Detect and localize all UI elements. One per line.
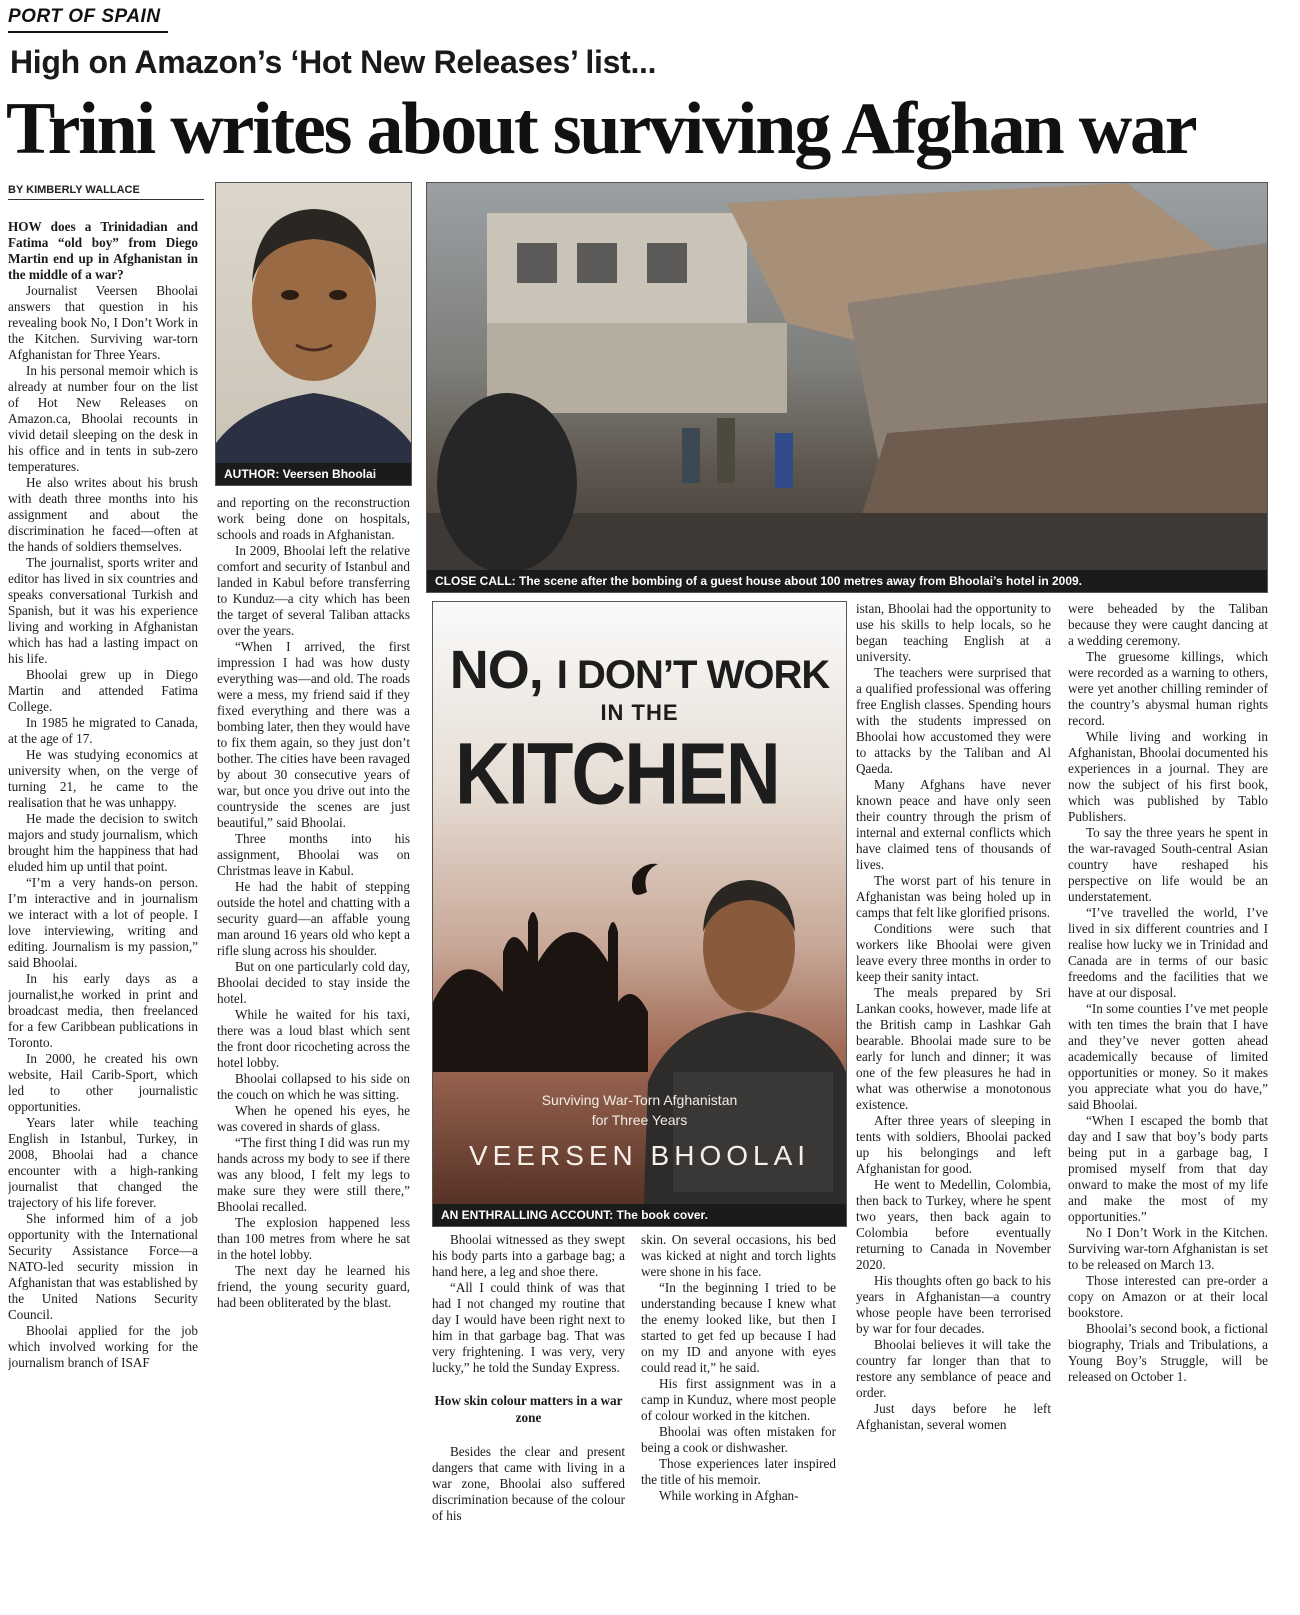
author-portrait-illustration [216,183,411,485]
cover-author-name: VEERSEN BHOOLAI [468,1140,811,1171]
article-paragraph: Three months into his assignment, Bhoolai was on Christmas leave in Kabul. [217,831,410,878]
article-paragraph: Bhoolai applied for the job which involved working for the journalism branch of ISAF [8,1323,198,1370]
article-paragraph: The next day he learned his friend, the young security guard, had been obliterated by the blast. [217,1263,410,1310]
cover-subtitle: Surviving War-Torn Afghanistan for Three Years [541,1092,738,1128]
article-paragraph: and reporting on the reconstruction work being done on hospitals, schools and roads in Afghanistan. [217,495,410,542]
article-paragraph: The teachers were surprised that a qualified professional was offering free English classes. Spending hours with the students impressed on Bhoolai how accustomed they were to attacks by the Taliban and Al Qaeda. [856,665,1051,776]
article-paragraph: Those experiences later inspired the title of his memoir. [641,1456,836,1487]
article-paragraph: Conditions were such that workers like Bhoolai were given leave every three months in order to keep their sanity intact. [856,921,1051,984]
article-paragraph: He went to Medellin, Colombia, then back to Turkey, where he spent two years, then back again to Colombia before eventually returning to Canada in November 2020. [856,1177,1051,1272]
article-paragraph: Bhoolai’s second book, a fictional biography, Trials and Tribulations, a Young Boy’s Struggle, will be released on October 1. [1068,1321,1268,1384]
author-photo [215,182,412,486]
deck-headline: High on Amazon’s ‘Hot New Releases’ list... [10,44,657,80]
article-paragraph: In 2000, he created his own website, Hail Carib-Sport, which led to other journalistic opportunities. [8,1051,198,1114]
bombing-scene-photo [426,182,1268,593]
cover-caption: AN ENTHRALLING ACCOUNT: The book cover. [433,1204,846,1226]
author-caption: AUTHOR: Veersen Bhoolai [216,463,411,485]
article-paragraph: In 1985 he migrated to Canada, at the age of 17. [8,715,198,746]
article-paragraph: While he waited for his taxi, there was a loud blast which sent the front door ricocheting across the hotel lobby. [217,1007,410,1070]
article-paragraph: skin. On several occasions, his bed was kicked at night and torch lights were shone in his face. [641,1232,836,1279]
article-paragraph: He was studying economics at university when, on the verge of turning 21, he came to the realisation that he was unhappy. [8,747,198,810]
article-paragraph: His thoughts often go back to his years in Afghanistan—a country whose people have been terrorised by war for four decades. [856,1273,1051,1336]
article-column-5 [856,601,1051,1611]
article-paragraph: “In the beginning I tried to be understanding because I knew what the enemy looked like, but then I started to get fed up because I had on my ID and anyone with eyes could read it,” he said. [641,1280,836,1375]
article-paragraph: Besides the clear and present dangers that came with living in a war zone, Bhoolai also suffered discrimination because of the colour of his [432,1444,625,1523]
article-paragraph: Bhoolai grew up in Diego Martin and attended Fatima College. [8,667,198,714]
article-column-3 [432,1232,625,1611]
article-paragraph: Bhoolai witnessed as they swept his body parts into a garbage bag; a hand here, a leg and shoe there. [432,1232,625,1279]
article-column-4 [641,1232,836,1611]
article-paragraph: “When I escaped the bomb that day and I saw that boy’s body parts being put in a garbage bag, I promised myself from that day onward to make the most of my life and make the most of my opportunities.” [1068,1113,1268,1224]
article-paragraph: In his early days as a journalist,he worked in print and broadcast media, then freelanced for a few Caribbean publications in Toronto. [8,971,198,1050]
article-paragraph: HOW does a Trinidadian and Fatima “old boy” from Diego Martin end up in Afghanistan in the middle of a war? [8,219,198,282]
article-column-2 [217,495,410,1611]
article-paragraph: He also writes about his brush with death three months into his assignment and about the discrimination he faced—often at the hands of soldiers themselves. [8,475,198,554]
article-paragraph: After three years of sleeping in tents with soldiers, Bhoolai packed up his belongings and left Afghanistan for good. [856,1113,1051,1176]
article-paragraph: Many Afghans have never known peace and have only seen their country through the prism of internal and external conflicts which have claimed tens of thousands of lives. [856,777,1051,872]
section-rule [8,31,168,33]
article-paragraph: But on one particularly cold day, Bhoolai decided to stay inside the hotel. [217,959,410,1006]
article-paragraph: While living and working in Afghanistan, Bhoolai documented his experiences in a journal. They are now the subject of his first book, which was published by Tablo Publishers. [1068,729,1268,824]
article-column-6 [1068,601,1268,1611]
article-paragraph: “All I could think of was that had I not changed my routine that day I would have been right next to him in that garbage bag. That was very frightening. I was very, very lucky,” he told the Sunday Express. [432,1280,625,1375]
article-paragraph: While working in Afghan- [659,1488,799,1503]
article-paragraph: To say the three years he spent in the war-ravaged South-central Asian country have reshaped his perspective on life would be an understatement. [1068,825,1268,904]
article-paragraph: Bhoolai believes it will take the country far longer than that to restore any semblance of peace and order. [856,1337,1051,1400]
article-paragraph: were beheaded by the Taliban because they were caught dancing at a wedding ceremony. [1068,601,1268,648]
article-paragraph: The worst part of his tenure in Afghanistan was being holed up in camps that felt like glorified prisons. [856,873,1051,920]
book-cover-image [432,601,847,1227]
article-paragraph: No I Don’t Work in the Kitchen. Surviving war-torn Afghanistan is set to be released on March 13. [1068,1225,1268,1272]
article-paragraph: Bhoolai collapsed to his side on the couch on which he was sitting. [217,1071,410,1102]
scene-caption: CLOSE CALL: The scene after the bombing of a guest house about 100 metres away from Bhoolai’s hotel in 2009. [427,570,1267,592]
article-paragraph: “In some counties I’ve met people with ten times the brain that I have and they’ve never gotten ahead academically because of limited opportunities or money. So it makes you appreciate what you do have,” said Bhoolai. [1068,1001,1268,1112]
article-paragraph: Years later while teaching English in Istanbul, Turkey, in 2008, Bhoolai had a chance encounter with a high-ranking journalist that changed the trajectory of his life forever. [8,1115,198,1210]
article-paragraph: The gruesome killings, which were recorded as a warning to others, were yet another chilling reminder of the country’s abysmal human rights record. [1068,649,1268,728]
article-paragraph: He had the habit of stepping outside the hotel and chatting with a security guard—an affable young man around 16 years old who kept a rifle slung across his shoulder. [217,879,410,958]
article-paragraph: She informed him of a job opportunity with the International Security Assistance Force—a NATO-led security mission in Afghanistan that was established by the United Nations Security Council. [8,1211,198,1322]
subheading: How skin colour matters in a war zone [434,1393,623,1425]
byline-rule [8,199,204,200]
article-paragraph: He made the decision to switch majors and study journalism, which brought him the happiness that had eluded him up until that point. [8,811,198,874]
article-paragraph: In his personal memoir which is already at number four on the list of Hot New Releases on Amazon.ca, Bhoolai recounts in vivid detail sleeping on the desk in his office and in tents in sub-zero temperatures. [8,363,198,474]
article-paragraph: “When I arrived, the first impression I had was how dusty everything was—and old. The roads were a mess, my friend said if they fixed everything and there was a bombing later, then they would have to fix them again, so they just don’t bother. The cities have been ravaged by about 30 consecutive years of war, but once you drive out into the countryside the scenes are just beautiful,” said Bhoolai. [217,639,410,830]
cover-title-line3: KITCHEN [455,725,779,823]
article-column-1 [8,219,198,1611]
article-paragraph: When he opened his eyes, he was covered in shards of glass. [217,1103,410,1134]
article-paragraph: In 2009, Bhoolai left the relative comfort and security of Istanbul and landed in Kabul before transferring to Kunduz—a city which has been the target of several Taliban attacks over the years. [217,543,410,638]
article-paragraph: The journalist, sports writer and editor has lived in six countries and speaks conversational Turkish and Spanish, but it was his experience living and working in Afghanistan which has had a lasting impact on his life. [8,555,198,666]
cover-title-line1: NO, I DON’T WORK [449,640,830,700]
main-headline: Trini writes about surviving Afghan war [6,88,1196,170]
section-label: PORT OF SPAIN [8,6,161,27]
article-paragraph: “I’m a very hands-on person. I’m interactive and in journalism we interact with a lot of people. I love interviewing, writing and editing. Journalism is my passion,” said Bhoolai. [8,875,198,970]
article-paragraph: Journalist Veersen Bhoolai answers that question in his revealing book No, I Don’t Work in the Kitchen. Surviving war-torn Afghanistan for Three Years. [8,283,198,362]
article-paragraph: istan, Bhoolai had the opportunity to use his skills to help locals, so he began teaching English at a university. [856,601,1051,664]
article-paragraph: The meals prepared by Sri Lankan cooks, however, made life at the British camp in Lashkar Gah bearable. Bhoolai made sure to be early for lunch and dinner; it was one of the few pleasures he had in what was otherwise a monotonous existence. [856,985,1051,1112]
article-paragraph: His first assignment was in a camp in Kunduz, where most people of colour worked in the kitchen. [641,1376,836,1423]
cover-title-line2: IN THE [600,700,679,725]
article-paragraph: Those interested can pre-order a copy on Amazon or at their local bookstore. [1068,1273,1268,1320]
article-paragraph: Bhoolai was often mistaken for being a cook or dishwasher. [641,1424,836,1455]
article-paragraph: “The first thing I did was run my hands across my body to see if there was any blood, I felt my legs to make sure they were still there,” Bhoolai recalled. [217,1135,410,1214]
article-paragraph: Just days before he left Afghanistan, several women [856,1401,1051,1432]
rubble-illustration [427,183,1267,592]
byline: BY KIMBERLY WALLACE [8,184,140,196]
article-paragraph: “I’ve travelled the world, I’ve lived in six different countries and I realise how lucky we in Trinidad and Canada are in terms of our basic freedoms and the facilities that we have at our disposal. [1068,905,1268,1000]
article-paragraph: The explosion happened less than 100 metres from where he sat in the hotel lobby. [217,1215,410,1262]
